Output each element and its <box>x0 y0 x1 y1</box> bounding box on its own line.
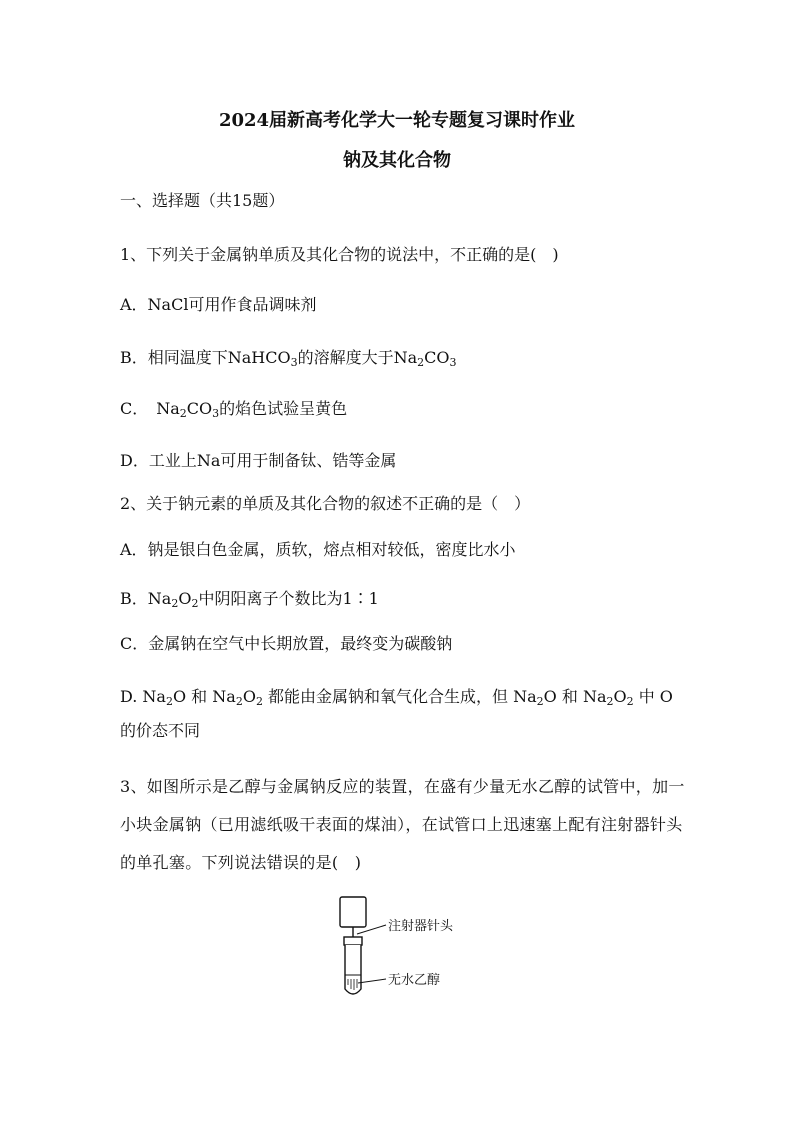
label-anhydrous-ethanol: 无水乙醇 <box>388 973 441 988</box>
ethanol-leader-line <box>358 979 386 983</box>
test-tube <box>345 945 361 994</box>
document-subtitle: 钠及其化合物 <box>343 150 451 171</box>
question-1-option-c: C． $Na_2CO_3$的焰色试验呈黄色 <box>120 399 348 420</box>
question-1-option-a: A．NaCl可用作食品调味剂 <box>120 295 317 314</box>
question-2-option-a: A．钠是银白色金属，质软，熔点相对较低，密度比水小 <box>120 540 516 559</box>
question-2-option-d: D. $Na_2O$ 和 $Na_2O_2$ 都能由金属钠和氧气化合生成，但 $Na_2O$ 和 $Na_2O_2$ 中 O 的价态不同 <box>120 687 673 740</box>
question-2-option-b: B．$Na_2O_2$中阴阳离子个数比为1∶1 <box>120 589 379 610</box>
question-1-stem: 1、下列关于金属钠单质及其化合物的说法中，不正确的是( ) <box>120 245 559 264</box>
question-2-stem: 2、关于钠元素的单质及其化合物的叙述不正确的是（ ） <box>120 494 531 513</box>
question-1-option-b: B．相同温度下NaHCO$_3$的溶解度大于$Na_2CO_3$ <box>120 348 457 369</box>
stopper <box>344 937 362 945</box>
section-heading: 一、选择题（共15题） <box>120 191 285 210</box>
question-1-option-d: D．工业上Na可用于制备钛、锆等金属 <box>120 451 397 470</box>
test-tube-figure <box>330 893 460 1003</box>
label-syringe-needle: 注射器针头 <box>388 919 454 934</box>
document-title: 2024届新高考化学大一轮专题复习课时作业 <box>218 110 576 131</box>
syringe-body <box>340 897 366 927</box>
question-2-option-c: C．金属钠在空气中长期放置，最终变为碳酸钠 <box>120 634 453 653</box>
question-3-stem: 3、如图所示是乙醇与金属钠反应的装置，在盛有少量无水乙醇的试管中，加一小块金属钠（已用滤纸吸干表面的煤油），在试管口上迅速塞上配有注射器针头的单孔塞。下列说法错误的是( ) <box>120 777 685 872</box>
